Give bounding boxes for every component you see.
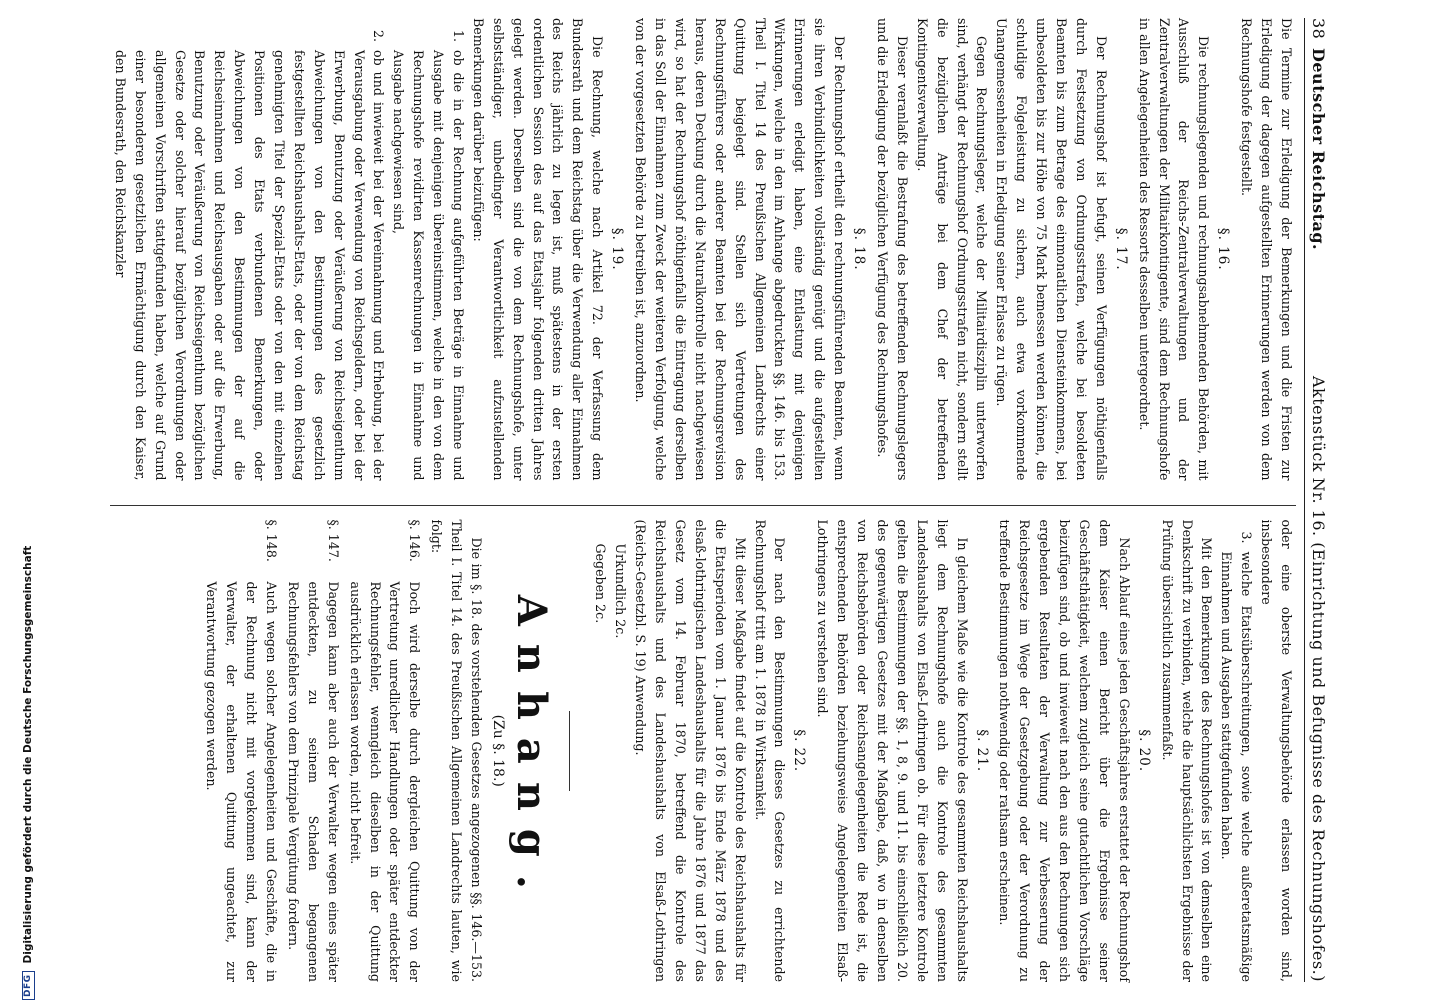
funding-note: Digitalisierung gefördert durch die Deutsche Forschungsgemeinschaft [22, 545, 34, 964]
section-heading-17: §. 17. [1112, 227, 1129, 271]
right-column [110, 505, 1296, 983]
signature-line-2: Gegeben 2c. [593, 543, 609, 624]
list-item [110, 18, 388, 481]
section-heading-21: §. 21. [973, 729, 990, 773]
appendix-item [345, 520, 425, 983]
section-heading-19: §. 19. [609, 227, 626, 271]
dfg-logo-icon: DFG [22, 971, 35, 1000]
section-17-text: Der Rechnungshof ist befugt, seinen Verfügungen nöthigenfalls durch Festsetzung von Ordnungsstrafen, welche bei besoldeten Beamten bis zum Betrage des einmonatlichen Diensteinkommens, bei unbesoldeten bis zur Höhe von 75 Mark bemessen werden können, die schuldige Folgeleistung zu sichern, auch etwa vorkommende Unangemessenheiten in Erledigung seiner Erlasse zu rügen. [994, 18, 1109, 481]
intro-paragraph: Die Termine zur Erledigung der Bemerkungen und die Fristen zur Erledigung der dagegen aufgestellten Erinnerungen werden von dem Rechnungshofe festgestellt. [1239, 18, 1294, 481]
section-heading-22: §. 22. [791, 729, 808, 773]
signature-line-1: Urkundlich 2c. [613, 543, 629, 639]
list-item [1216, 520, 1256, 983]
list-item-text: welche Etatsüberschreitungen, sowie welche außeretatsmäßige Einnahmen und Ausgaben stattgefunden haben. [1219, 551, 1255, 982]
list-item-text: ob die in der Rechnung aufgeführten Beträge in Einnahme und Ausgabe mit denjenigen übereinstimmen, welche in den von dem Rechnungshofe revidirten Kassenrechnungen in Einnahme und Ausgabe nachgewiesen sind, [391, 50, 467, 481]
section-19-text: Die Rechnung, welche nach Artikel 72. der Verfassung dem Bundesrath und dem Reichstag über die Verwendung aller Einnahmen des Reichs jährlich zu legen ist, muß spätestens in der ersten ordentlichen Session des auf das Etatsjahr folgenden dritten Jahres gelegt werden. Derselben sind die von dem Rechnungshofe, unter selbstständiger, unbedingter Verantwortlichkeit aufzustellenden Bemerkungen darüber beizufügen: [470, 18, 606, 481]
divider [569, 711, 570, 791]
section-21-text: In gleichem Maße wie die Kontrole des gesammten Reichshaushalts liegt dem Rechnungshofe auch die Kontrole des gesammten Landeshaushalts von Elsaß-Lothringen ob. Für diese letztere Kontrole gelten die Bestimmungen der §§. 1, 8, 9. und 11. bis einschließlich 20. des gegenwärtigen Gesetzes mit der Maßgabe, daß, wo in denselben von Reichsbehörden oder Reichsangelegenheiten die Rede ist, die entsprechenden Behörden beziehungsweise Angelegenheiten Elsaß-Lothringens zu verstehen sind. [815, 519, 970, 982]
appendix-title: Anhang. [508, 594, 555, 907]
appendix-item [283, 520, 343, 983]
page-number: 38 [1309, 18, 1328, 40]
section-22-text: Der nach den Bestimmungen dieses Gesetzes zu errichtende Rechnungshof tritt am 1. 1878 in Wirksamkeit. [752, 519, 788, 982]
list-item-number: 2. [371, 29, 387, 42]
appendix-item [202, 520, 282, 983]
section-18-text: Der Rechnungshof ertheilt den rechnungsführenden Beamten, wenn sie ihren Verbindlichkeiten vollständig genügt und die aufgestellten Erinnerungen erledigt haben, eine Entlastung mit denjenigen Wirkungen, welche in den im Anhange abgedruckten §§. 146. bis 153. Theil I. Titel 14 des Preußischen Allgemeinen Landrechts einer Quittung beigelegt sind. Stellen sich Vertretungen des Rechnungsführers oder anderer Beamten bei der Rechnungsrevision heraus, deren Deckung durch die Naturalkontrolle nicht nachgewiesen wird, so hat der Rechnungshof nöthigenfalls die Eintragung derselben in das Soll der Einnahmen zum Zweck der weiteren Verfolgung, welche von der vorgesetzten Behörde zu betreiben ist, anzuordnen. [633, 18, 848, 481]
section-20-text: Nach Ablauf eines jeden Geschäftsjahres erstattet der Rechnungshof dem Kaiser einen Bericht über die Ergebnisse seiner Geschäftsthätigkeit, welchem zugleich seine gutachtlichen Vorschläge beizufügen sind, ob und inwieweit nach den aus den Rechnungen sich ergebenden Resultaten der Verwaltung zur Verbesserung der Reichsgesetze im Wege der Gesetzgebung oder der Verordnung zu treffende Bestimmungen nothwendig oder rathsam erscheinen. [997, 519, 1132, 982]
section-heading-16: §. 16. [1215, 227, 1232, 271]
denkschrift-paragraph: Mit den Bemerkungen des Rechnungshofes ist von demselben eine Denkschrift zu verbinden, welche die hauptsächlichsten Ergebnisse der Prüfung übersichtlich zusammenfaßt. [1159, 519, 1215, 982]
appendix-item-text: Dagegen kann aber auch der Verwalter wegen eines später entdeckten, zu seinem Schaden begangenen Rechnungsfehlers von dem Prinzipale Vergütung fordern. [285, 581, 341, 982]
appendix-item-number: §. 147. [325, 519, 341, 562]
section-17-text-3: Dieser veranlaßt die Bestrafung des betreffenden Rechnungslegers und die Erledigung der bezüglichen Verfügung des Rechnungshofes. [874, 18, 910, 481]
list-item-number: 3. [1239, 531, 1255, 544]
section-22-text-2: Mit dieser Maßgabe findet auf die Kontrole des Reichshaushalts für die Etatsperioden vom 1. Januar 1876 bis Ende März 1878 und des elsaß-lothringischen Landeshaushalts für die Jahre 1876 und 1877 das Gesetz vom 14. Februar 1870, betreffend die Kontrole des Reichshaushalts und des Landeshaushalts von Elsaß-Lothringen (Reichs-Gesetzbl. S. 19) Anwendung. [633, 519, 748, 982]
appendix-item-number: §. 148. [264, 519, 280, 562]
list-item-number: 1. [451, 29, 467, 42]
list-item-text: ob und inwieweit bei der Vereinnahmung und Erhebung, bei der Verausgabung oder Verwendung von Reichsgeldern, oder bei der Erwerbung, Benutzung oder Veräußerung von Reichseigenthum Abweichungen von den Bestimmungen des gesetzlich festgestellten Reichshaushalts-Etats, oder der von dem Reichstag genehmigten Titel der Spezial-Etats oder von den mit einzelnen Positionen des Etats verbundenen Bemerkungen, oder Abweichungen von den Bestimmungen der auf die Reichseinnahmen und Reichsausgaben oder auf die Erwerbung, Benutzung oder Veräußerung von Reichseigenthum bezüglichen Gesetze oder solcher hierauf bezüglichen Verordnungen oder allgemeinen Vorschriften stattgefunden haben, welche auf Grund einer besonderen gesetzlichen Ermächtigung durch den Kaiser, den Bundesrath, den Reichskanzler [112, 50, 387, 481]
list-item [388, 18, 468, 481]
page-header [1304, 18, 1328, 982]
continuation-paragraph: oder eine oberste Verwaltungsbehörde erlassen worden sind, insbesondere [1259, 519, 1294, 982]
section-17-text-2: Gegen Rechnungsleger, welche der Militairdisziplin unterworfen sind, verhängt der Rechnungshof Ordnungsstrafen nicht, sondern stellt die bezüglichen Anträge bei dem Chef der betreffenden Kontingentsverwaltung. [914, 18, 990, 481]
section-heading-18: §. 18. [851, 227, 868, 271]
section-heading-20: §. 20. [1135, 729, 1152, 773]
appendix-subtitle: (Zu §. 18.) [490, 714, 506, 787]
dfg-footer [18, 0, 38, 1000]
appendix-item-number: §. 146. [407, 519, 423, 562]
appendix-item-text: Auch wegen solcher Angelegenheiten und Geschäfte, die in der Rechnung nicht mit vorgekommen sind, kann der Verwalter, der erhaltenen Quittung ungeachtet, zur Verantwortung gezogen werden. [204, 581, 280, 982]
appendix-item-text: Doch wird derselbe durch dergleichen Quittung von der Vertretung unredlicher Handlungen oder später entdeckter Rechnungsfehler, wenngleich dieselben in der Quittung ausdrücklich erlassen worden, nicht befreit. [347, 581, 423, 982]
appendix-intro: Die im §. 18. des vorstehenden Gesetzes angezogenen §§. 146.—153. Theil I. Titel 14. des Preußischen Allgemeinen Landrechts lauten, wie folgt: [429, 519, 484, 982]
section-16-text: Die rechnungslegenden und rechnungsabnehmenden Behörden, mit Ausschluß der Reichs-Zentralverwaltungen und der Zentralverwaltungen der Militairkontingente, sind dem Rechnungshofe in allen Angelegenheiten des Ressorts desselben untergeordnet. [1136, 18, 1212, 481]
publication-title: Deutscher Reichstag. [1309, 48, 1328, 251]
document-subtitle: Aktenstück Nr. 16. (Einrichtung und Befugnisse des Rechnungshofes.) [1309, 375, 1328, 982]
left-column [110, 18, 1296, 481]
